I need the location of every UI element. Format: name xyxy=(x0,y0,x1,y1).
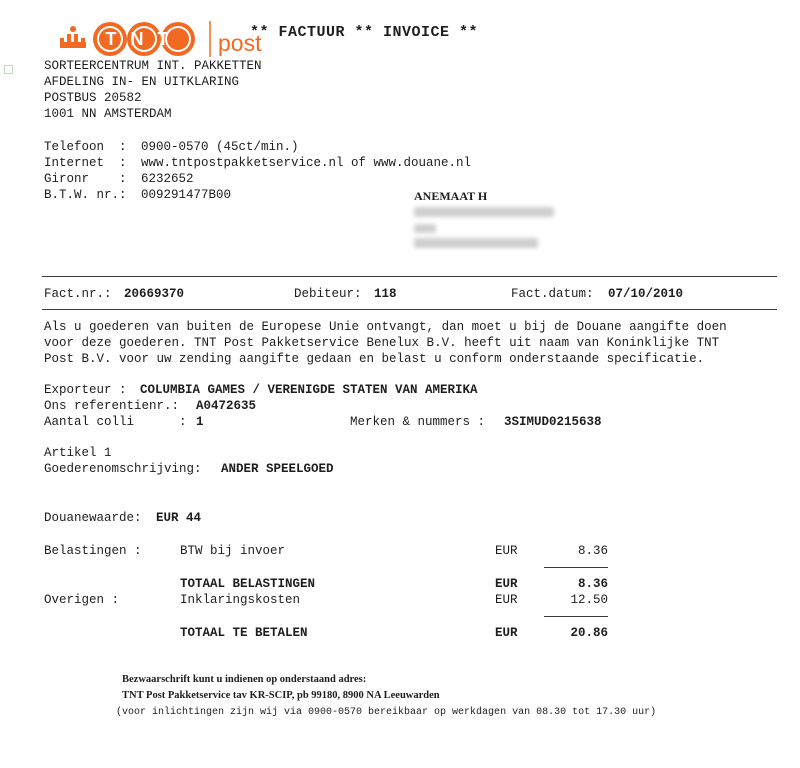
giro-label: Gironr : xyxy=(44,172,127,186)
crown-icon xyxy=(60,26,86,48)
marks-label: Merken & nummers : xyxy=(350,415,486,429)
phone-label: Telefoon : xyxy=(44,140,127,154)
goods-description-value: ANDER SPEELGOED xyxy=(221,462,334,476)
colli-label: Aantal colli : xyxy=(44,415,187,429)
other-label: Overigen : xyxy=(44,593,120,607)
invoice-number-value: 20669370 xyxy=(124,287,185,301)
invoice-date-label: Fact.datum: xyxy=(511,287,594,301)
intro-line-2: voor deze goederen. TNT Post Pakketservice Benelux B.V. heeft uit naam van Koninklijke TNT xyxy=(44,336,720,350)
recipient-address-redacted-3 xyxy=(414,238,538,248)
objection-address: TNT Post Pakketservice tav KR-SCIP, pb 99180, 8900 NA Leeuwarden xyxy=(122,690,440,701)
recipient-address-redacted-1 xyxy=(414,207,554,217)
article-title: Artikel 1 xyxy=(44,446,112,460)
total-due-currency: EUR xyxy=(495,626,518,640)
marker-square xyxy=(4,65,13,74)
sender-line-2: AFDELING IN- EN UITKLARING xyxy=(44,75,240,89)
marks-value: 3SIMUD0215638 xyxy=(504,415,602,429)
clearance-currency: EUR xyxy=(495,593,518,607)
customs-value-label: Douanewaarde: xyxy=(44,511,142,525)
total-taxes-label: TOTAAL BELASTINGEN xyxy=(180,577,316,591)
clearance-amount: 12.50 xyxy=(570,593,608,607)
total-due-amount: 20.86 xyxy=(570,626,608,640)
sender-line-4: 1001 NN AMSTERDAM xyxy=(44,107,172,121)
info-hours-note: (voor inlichtingen zijn wij via 0900-0570 bereikbaar op werkdagen van 08.30 tot 17.30 uur) xyxy=(116,707,657,718)
vat-label: B.T.W. nr.: xyxy=(44,188,127,202)
phone-value: 0900-0570 (45ct/min.) xyxy=(141,140,299,154)
vat-import-currency: EUR xyxy=(495,544,518,558)
taxes-label: Belastingen : xyxy=(44,544,142,558)
reference-value: A0472635 xyxy=(196,399,257,413)
internet-value: www.tntpostpakketservice.nl of www.douane.nl xyxy=(141,156,472,170)
invoice-date-value: 07/10/2010 xyxy=(608,287,684,301)
giro-value: 6232652 xyxy=(141,172,194,186)
total-rule xyxy=(544,616,608,617)
bottom-divider xyxy=(42,309,777,310)
vat-value: 009291477B00 xyxy=(141,188,232,202)
post-wordmark: post xyxy=(218,30,262,56)
goods-description-label: Goederenomschrijving: xyxy=(44,462,202,476)
tnt-wordmark: TNT xyxy=(105,29,183,49)
sender-line-3: POSTBUS 20582 xyxy=(44,91,142,105)
vat-import-item: BTW bij invoer xyxy=(180,544,286,558)
total-taxes-amount: 8.36 xyxy=(577,577,608,591)
exporter-value: COLUMBIA GAMES / VERENIGDE STATEN VAN AMERIKA xyxy=(140,383,478,397)
reference-label: Ons referentienr.: xyxy=(44,399,180,413)
debtor-label: Debiteur: xyxy=(294,287,362,301)
customs-value-amount: EUR 44 xyxy=(156,511,202,525)
document-title: ** FACTUUR ** INVOICE ** xyxy=(250,24,479,41)
objection-note: Bezwaarschrift kunt u indienen op onderstaand adres: xyxy=(122,674,367,685)
recipient-address-redacted-2 xyxy=(414,224,436,233)
sender-line-1: SORTEERCENTRUM INT. PAKKETTEN xyxy=(44,59,262,73)
subtotal-rule xyxy=(544,567,608,568)
debtor-value: 118 xyxy=(374,287,397,301)
clearance-item: Inklaringskosten xyxy=(180,593,301,607)
top-divider xyxy=(42,276,777,277)
internet-label: Internet : xyxy=(44,156,127,170)
recipient-name: ANEMAAT H xyxy=(414,189,488,203)
colli-value: 1 xyxy=(196,415,204,429)
vat-import-amount: 8.36 xyxy=(577,544,608,558)
intro-line-1: Als u goederen van buiten de Europese Unie ontvangt, dan moet u bij de Douane aangifte doen xyxy=(44,320,727,334)
total-due-label: TOTAAL TE BETALEN xyxy=(180,626,308,640)
invoice-number-label: Fact.nr.: xyxy=(44,287,112,301)
intro-line-3: Post B.V. voor uw zending aangifte gedaan en belast u conform onderstaande specificatie. xyxy=(44,352,705,366)
exporter-label: Exporteur : xyxy=(44,383,127,397)
total-taxes-currency: EUR xyxy=(495,577,518,591)
